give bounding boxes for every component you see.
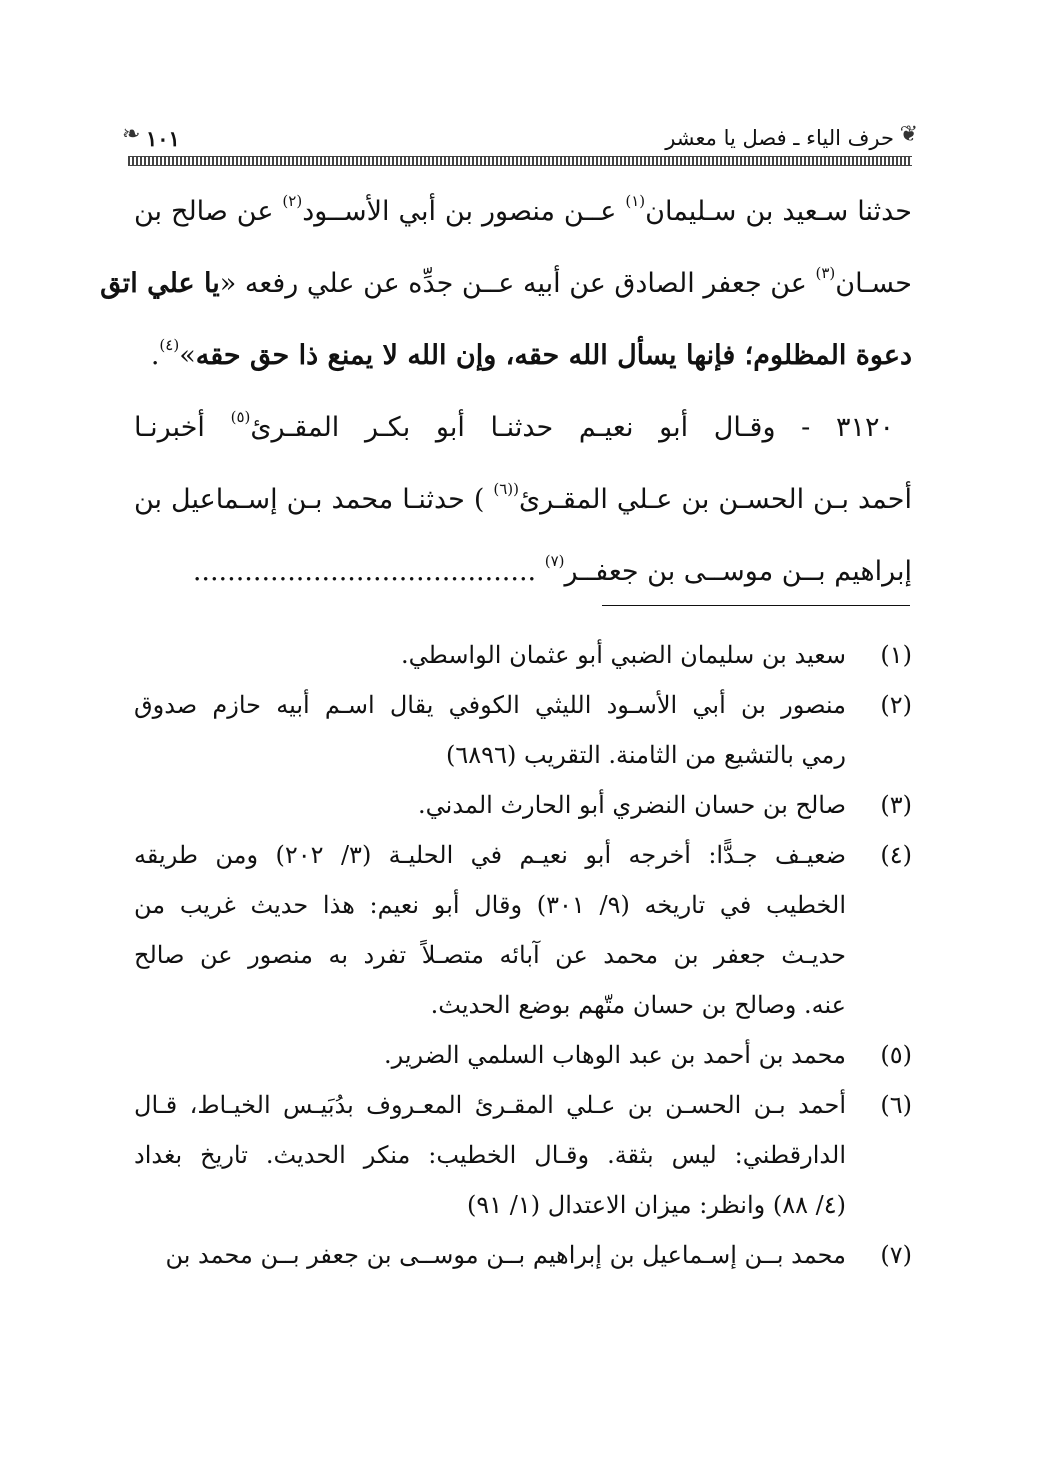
footnote-line: أحمد بـن الحسـن بن عـلي المقـرئ المعـروف بدُبَيـس الخيـاط، قـال bbox=[134, 1091, 846, 1119]
footnote-separator bbox=[602, 605, 910, 606]
text-line: ٣١٢٠ - وقـال أبو نعيـم حدثنـا أبو بكـر المقـرئ$^{(٥)}$ أخبرنـا bbox=[134, 408, 894, 443]
ornament-icon: ❦ bbox=[899, 122, 918, 147]
hadith-3120 bbox=[134, 392, 912, 608]
footnote-line: محمد بن أحمد بن عبد الوهاب السلمي الضرير. bbox=[384, 1041, 846, 1069]
ornament-icon: ❧ bbox=[122, 122, 141, 147]
footnote-number: (٢) bbox=[880, 691, 912, 719]
page-number: ١٠١ bbox=[146, 126, 180, 151]
text-line: حدثنا سـعيد بن سـليمان$^{(١)}$ عــن منصور بن أبي الأســود$^{(٢)}$ عن صالح بن bbox=[134, 192, 912, 227]
footnote-item bbox=[134, 1230, 912, 1280]
header-rule bbox=[128, 156, 912, 166]
text-line: أحمد بـن الحسـن بن عـلي المقـرئ$^{((٦)}$ ) حدثنـا محمد بـن إسـماعيل بن bbox=[134, 480, 912, 515]
main-text bbox=[100, 176, 912, 392]
footnote-line: حديـث جعفر بن محمد عن آبائه متصـلاً تفرد به منصور عن صالح bbox=[134, 941, 846, 969]
footnote-line: (٤/ ٨٨) وانظر: ميزان الاعتدال (١/ ٩١) bbox=[467, 1191, 846, 1219]
footnote-number: (٧) bbox=[880, 1241, 912, 1269]
footnote-item bbox=[134, 630, 912, 680]
footnote-number: (٣) bbox=[880, 791, 912, 819]
footnote-line: منصور بن أبي الأسـود الليثي الكوفي يقال اسـم أبيه حازم صدوق bbox=[134, 691, 846, 719]
footnote-line: عنه. وصالح بن حسان متّهم بوضع الحديث. bbox=[430, 991, 846, 1019]
text-line: دعوة المظلوم؛ فإنها يسأل الله حقه، وإن الله لا يمنع ذا حق حقه»$^{(٤)}$. bbox=[150, 336, 912, 371]
footnotes bbox=[134, 630, 912, 1280]
footnote-line: ضعيـف جـدًّا: أخرجه أبو نعيـم في الحليـة (٣/ ٢٠٢) ومن طريقه bbox=[134, 841, 847, 869]
chapter-title: حرف الياء ـ فصل يا معشر bbox=[665, 126, 894, 150]
footnote-line: محمد بــن إسـماعيل بن إبراهيم بــن موســى بن جعفر بــن محمد بن bbox=[165, 1241, 846, 1269]
footnote-line: الدارقطني: ليس بثقة. وقـال الخطيب: منكر الحديث. تاريخ بغداد bbox=[134, 1141, 846, 1169]
footnote-number: (٤) bbox=[880, 841, 912, 869]
footnote-line: الخطيب في تاريخه (٩/ ٣٠١) وقال أبو نعيم: هذا حديث غريب من bbox=[134, 891, 847, 919]
footnote-line: صالح بن حسان النضري أبو الحارث المدني. bbox=[418, 791, 846, 819]
running-header bbox=[122, 122, 918, 166]
footnote-item bbox=[134, 680, 912, 780]
footnote-number: (٥) bbox=[880, 1041, 912, 1069]
footnote-item bbox=[134, 780, 912, 830]
text-line: إبراهيم بــن موســى بن جعفــر$^{(٧)}$ ........................................ bbox=[192, 552, 912, 587]
footnote-number: (٦) bbox=[880, 1091, 912, 1119]
footnote-line: سعيد بن سليمان الضبي أبو عثمان الواسطي. bbox=[401, 641, 846, 669]
footnote-item bbox=[134, 830, 912, 1030]
footnote-item bbox=[134, 1080, 912, 1230]
footnote-item bbox=[134, 1030, 912, 1080]
footnote-number: (١) bbox=[880, 641, 912, 669]
text-line: حسـان$^{(٣)}$ عن جعفر الصادق عن أبيه عــن جدِّه عن علي رفعه «يا علي اتق bbox=[100, 264, 912, 299]
footnote-line: رمي بالتشيع من الثامنة. التقريب (٦٨٩٦) bbox=[446, 741, 846, 769]
